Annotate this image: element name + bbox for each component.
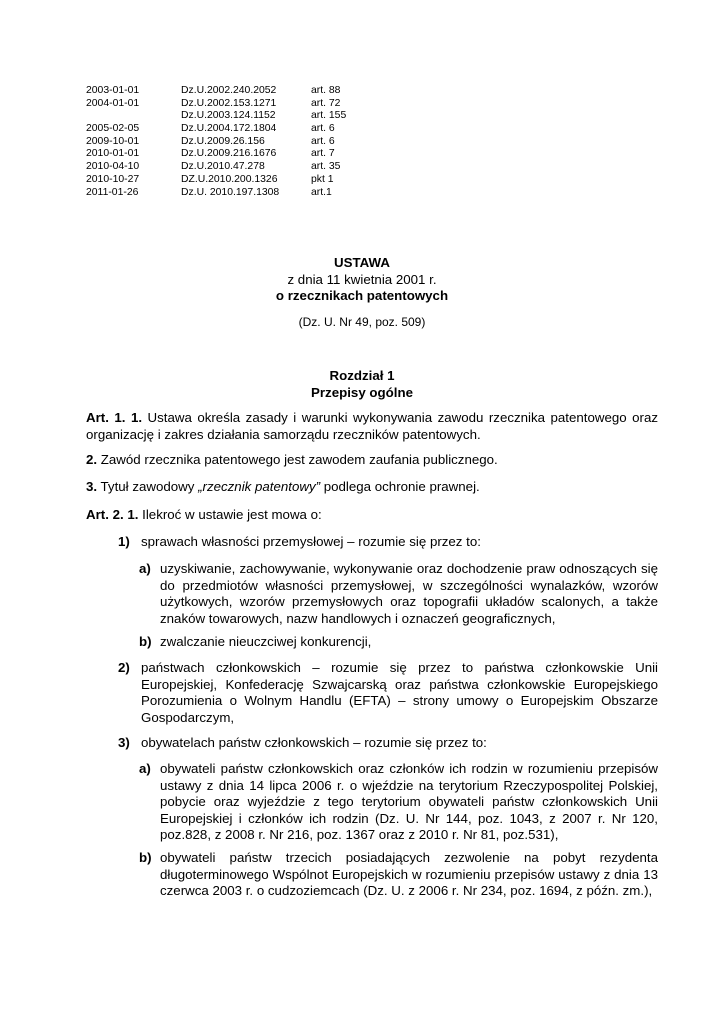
amendment-row bbox=[86, 136, 391, 149]
art2-intro-text: Ilekroć w ustawie jest mowa o: bbox=[138, 507, 322, 522]
amendment-article: art.1 bbox=[311, 186, 332, 198]
sub-list-marker: b) bbox=[139, 850, 152, 865]
amendments-table bbox=[86, 85, 391, 199]
art1-paragraph1 bbox=[86, 410, 658, 443]
act-date: z dnia 11 kwietnia 2001 r. bbox=[287, 272, 437, 287]
list-item-text: sprawach własności przemysłowej – rozumie się przez to: bbox=[141, 534, 481, 549]
sub-list-item bbox=[139, 761, 658, 844]
sub-list-marker: b) bbox=[139, 634, 152, 649]
art1-p3-before: Tytuł zawodowy bbox=[97, 479, 199, 494]
amendment-article: art. 35 bbox=[311, 161, 341, 173]
list-item bbox=[118, 660, 658, 726]
amendment-ref: Dz.U.2003.124.1152 bbox=[181, 110, 276, 122]
amendment-date: 2010-04-10 bbox=[86, 161, 140, 173]
list-marker: 3) bbox=[118, 735, 130, 750]
list-marker: 2) bbox=[118, 660, 130, 675]
art1-paragraph3 bbox=[86, 479, 658, 496]
amendment-article: art. 155 bbox=[311, 110, 347, 122]
amendment-row bbox=[86, 123, 391, 136]
amendment-article: art. 6 bbox=[311, 123, 335, 135]
amendment-ref: Dz.U.2009.216.1676 bbox=[181, 148, 277, 160]
amendment-article: art. 6 bbox=[311, 135, 335, 147]
amendment-date: 2010-10-27 bbox=[86, 173, 140, 185]
amendment-article: pkt 1 bbox=[311, 173, 334, 185]
art1-paragraph2 bbox=[86, 452, 658, 469]
list-item bbox=[118, 735, 658, 752]
sub-list-item-text: obywateli państw członkowskich oraz członków ich rodzin w rozumieniu przepisów ustawy z dnia 14 lipca 2006 r. o wjeździe na terytorium Rzeczypospolitej Polskiej, pobycie oraz wyjeździe z tego terytorium obywateli państw członkowskich Unii Europejskiej i członków ich rodzin (Dz. U. Nr 144, poz. 1043, z 2007 r. Nr 120, poz.828, z 2008 r. Nr 216, poz. 1367 oraz z 2010 r. Nr 81, poz.531), bbox=[160, 761, 658, 842]
amendment-article: art. 7 bbox=[311, 148, 335, 160]
sub-list-marker: a) bbox=[139, 761, 151, 776]
amendment-row bbox=[86, 161, 391, 174]
amendment-ref: Dz.U.2002.240.2052 bbox=[181, 85, 277, 96]
amendment-ref: Dz.U. 2010.197.1308 bbox=[181, 186, 280, 198]
chapter-title: Przepisy ogólne bbox=[311, 385, 413, 400]
amendment-article: art. 88 bbox=[311, 85, 341, 96]
amendment-date: 2011-01-26 bbox=[86, 186, 139, 198]
art1-p3-label: 3. bbox=[86, 479, 98, 494]
amendment-row bbox=[86, 148, 391, 161]
amendment-row bbox=[86, 187, 391, 200]
list-item-text: obywatelach państw członkowskich – rozumie się przez to: bbox=[141, 735, 487, 750]
art1-p2-text: Zawód rzecznika patentowego jest zawodem zaufania publicznego. bbox=[97, 452, 498, 467]
sub-list-item-text: zwalczanie nieuczciwej konkurencji, bbox=[160, 634, 372, 649]
art1-p3-after: podlega ochronie prawnej. bbox=[320, 479, 480, 494]
amendment-date: 2005-02-05 bbox=[86, 123, 140, 135]
act-title: USTAWA bbox=[334, 255, 390, 270]
sub-list-item-text: obywateli państw trzecich posiadających zezwolenie na pobyt rezydenta długoterminowego Wspólnot Europejskich w rozumieniu przepisów ustawy z dnia 13 czerwca 2003 r. o cudzoziemcach (Dz. U. z 2006 r. Nr 234, poz. 1694, z późn. zm.), bbox=[160, 850, 658, 898]
art1-label: Art. 1. 1. bbox=[86, 410, 143, 425]
art2-label: Art. 2. 1. bbox=[86, 507, 139, 522]
art2-intro bbox=[86, 507, 658, 524]
amendment-date: 2009-10-01 bbox=[86, 135, 140, 147]
amendment-date: 2003-01-01 bbox=[86, 85, 140, 96]
amendment-row bbox=[86, 85, 391, 98]
amendment-ref: Dz.U.2010.47.278 bbox=[181, 161, 265, 173]
sub-list-item bbox=[139, 561, 658, 627]
art1-p3-italic: „rzecznik patentowy” bbox=[198, 479, 321, 494]
amendment-row bbox=[86, 174, 391, 187]
list-item bbox=[118, 534, 658, 551]
amendment-row bbox=[86, 98, 391, 111]
art1-text: Ustawa określa zasady i warunki wykonywania zawodu rzecznika patentowego oraz organizację i zakres działania samorządu rzeczników patentowych. bbox=[86, 410, 659, 442]
sub-list-item bbox=[139, 850, 658, 900]
amendment-date: 2010-01-01 bbox=[86, 148, 140, 160]
sub-list-marker: a) bbox=[139, 561, 151, 576]
amendment-ref: Dz.U.2004.172.1804 bbox=[181, 123, 277, 135]
chapter-number: Rozdział 1 bbox=[329, 368, 395, 383]
list-marker: 1) bbox=[118, 534, 130, 549]
art1-p2-label: 2. bbox=[86, 452, 98, 467]
amendment-row bbox=[86, 110, 391, 123]
amendment-date bbox=[86, 110, 181, 123]
amendment-date: 2004-01-01 bbox=[86, 97, 140, 109]
amendment-article: art. 72 bbox=[311, 97, 341, 109]
list-item-text: państwach członkowskich – rozumie się przez to państwa członkowskie Unii Europejskiej, Konfederację Szwajcarską oraz państwa członkowskie Europejskiego Porozumienia o Wolnym Handlu (EFTA) – strony umowy o Europejskim Obszarze Gospodarczym, bbox=[141, 660, 658, 725]
act-subject: o rzecznikach patentowych bbox=[275, 288, 449, 303]
sub-list-item-text: uzyskiwanie, zachowywanie, wykonywanie oraz dochodzenie praw odnoszących się do przedmiotów własności przemysłowej, w szczególności wynalazków, wzorów użytkowych, wzorów przemysłowych oraz topografii układów scalonych, a także znaków towarowych, nazw handlowych i oznaczeń geograficznych, bbox=[160, 561, 658, 626]
amendment-ref: DZ.U.2010.200.1326 bbox=[181, 173, 278, 185]
amendment-ref: Dz.U.2002.153.1271 bbox=[181, 97, 277, 109]
amendment-ref: Dz.U.2009.26.156 bbox=[181, 135, 265, 147]
act-source: (Dz. U. Nr 49, poz. 509) bbox=[298, 315, 426, 329]
sub-list-item bbox=[139, 634, 658, 651]
